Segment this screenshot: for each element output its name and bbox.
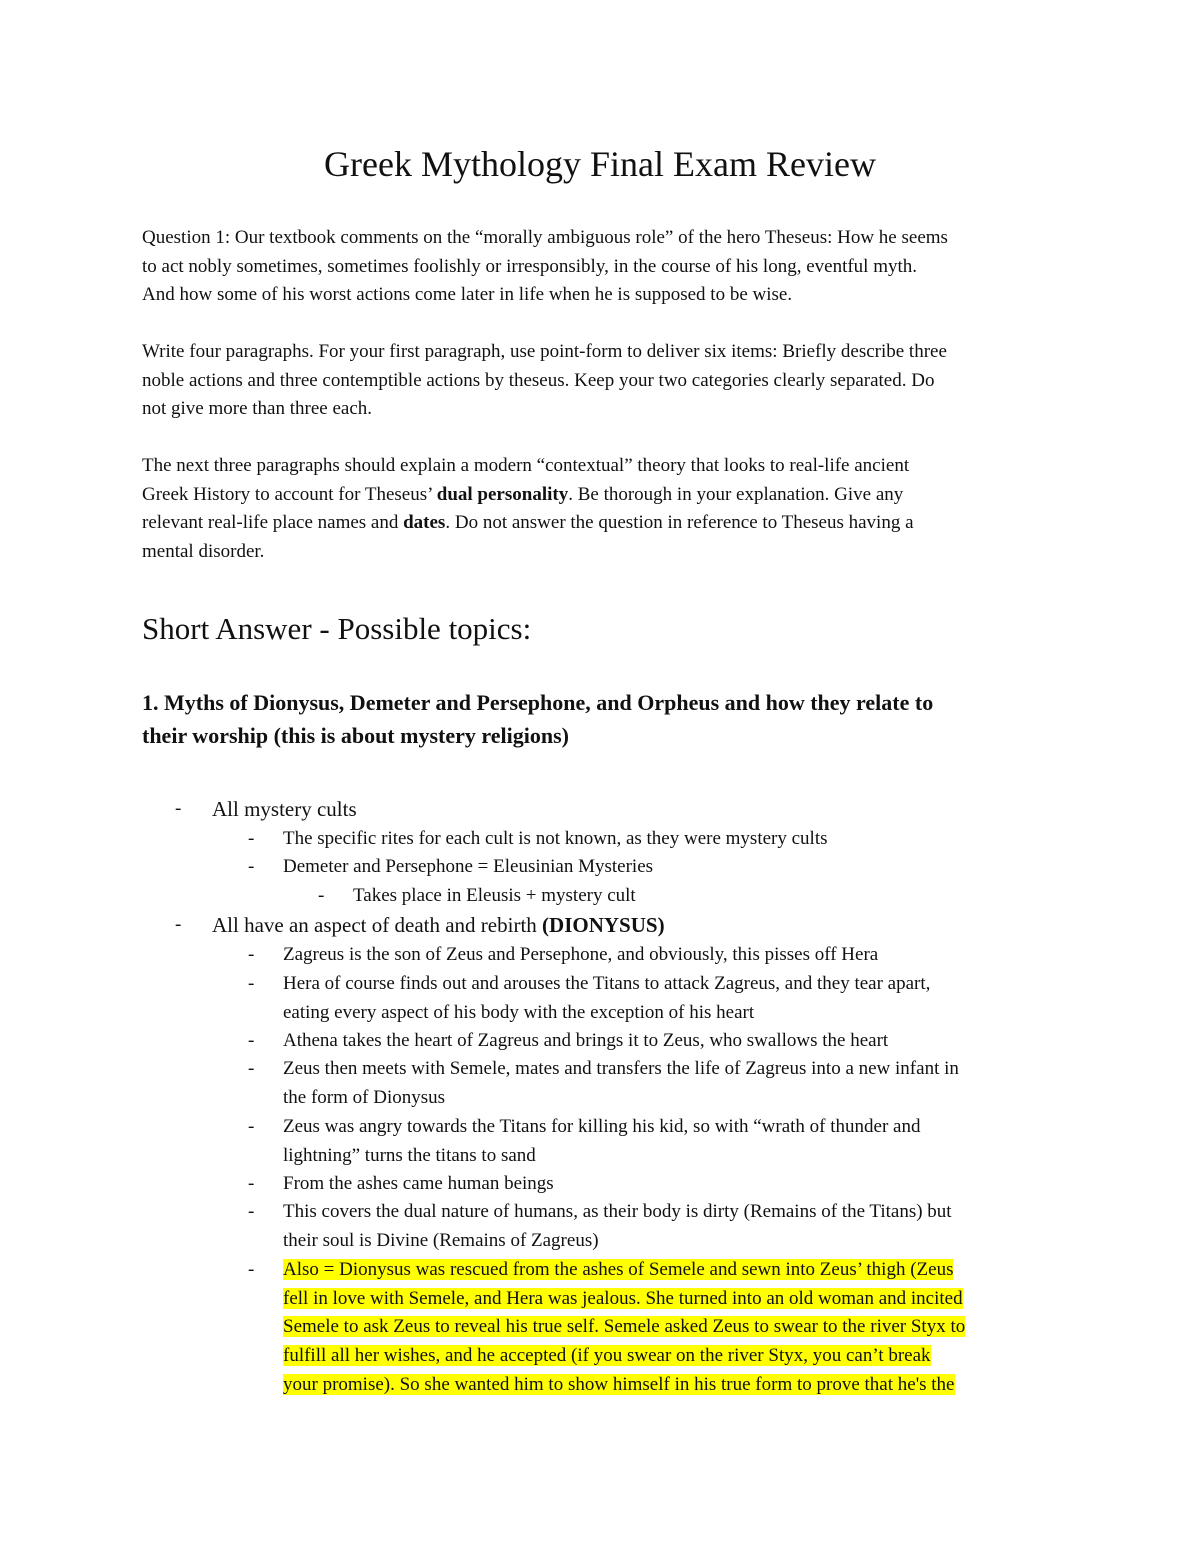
list-item-text <box>283 1198 1073 1255</box>
topic-1-line: their worship (this is about mystery religions) <box>142 723 569 748</box>
bullet-dash: - <box>248 973 255 994</box>
context-line: The next three paragraphs should explain a modern “contextual” theory that looks to real-life ancient <box>142 455 910 476</box>
context-text: Greek History to account for Theseus’ <box>142 483 437 505</box>
highlighted-text <box>283 1256 1073 1400</box>
dual-personality-bold: dual personality <box>436 483 569 505</box>
bullet-dash: - <box>248 1259 255 1280</box>
list-item-line: Hera of course finds out and arouses the Titans to attack Zagreus, and they tear apart, <box>283 973 931 994</box>
list-item-line: eating every aspect of his body with the exception of his heart <box>283 1001 755 1023</box>
highlighted-line: Also = Dionysus was rescued from the ashes of Semele and sewn into Zeus’ thigh (Zeus <box>283 1259 954 1280</box>
topic-1-heading <box>142 686 1082 752</box>
instructions-paragraph <box>142 338 1062 424</box>
highlighted-line: Semele to ask Zeus to reveal his true self. Semele asked Zeus to swear to the river Styx to <box>283 1316 966 1338</box>
page-title: Greek Mythology Final Exam Review <box>324 144 876 184</box>
bullet-dash: - <box>248 1116 255 1137</box>
list-item-text <box>283 970 1073 1027</box>
bullet-dash: - <box>248 1058 255 1079</box>
dionysus-bold: (DIONYSUS) <box>542 913 665 937</box>
list-item-line: lightning” turns the titans to sand <box>283 1144 536 1166</box>
topic-1-line: 1. Myths of Dionysus, Demeter and Persephone, and Orpheus and how they relate to <box>142 690 934 715</box>
short-answer-heading: Short Answer - Possible topics: <box>142 611 532 646</box>
bullet-dash: - <box>248 856 255 877</box>
list-item-line: This covers the dual nature of humans, as their body is dirty (Remains of the Titans) but <box>283 1201 952 1222</box>
list-item-text: All mystery cults <box>212 797 357 821</box>
context-text: . Be thorough in your explanation. Give any <box>568 483 904 505</box>
bullet-dash: - <box>318 885 325 906</box>
instructions-line: noble actions and three contemptible actions by theseus. Keep your two categories clearly separated. Do <box>142 369 935 391</box>
list-item-line: the form of Dionysus <box>283 1086 446 1108</box>
highlighted-line: fulfill all her wishes, and he accepted (if you swear on the river Styx, you can’t break <box>283 1345 931 1367</box>
list-item-text: Athena takes the heart of Zagreus and brings it to Zeus, who swallows the heart <box>283 1030 889 1051</box>
list-item-text <box>283 1113 1073 1170</box>
dates-bold: dates <box>403 512 446 534</box>
context-line <box>142 481 1062 510</box>
highlighted-line: fell in love with Semele, and Hera was jealous. She turned into an old woman and incited <box>283 1287 963 1309</box>
bullet-dash: - <box>175 914 182 935</box>
question-1-line: to act nobly sometimes, sometimes foolishly or irresponsibly, in the course of his long, eventful myth. <box>142 255 918 277</box>
instructions-line: Write four paragraphs. For your first paragraph, use point-form to deliver six items: Briefly describe three <box>142 341 947 362</box>
context-line: mental disorder. <box>142 541 265 563</box>
highlighted-line: your promise). So she wanted him to show himself in his true form to prove that he's the <box>283 1373 955 1395</box>
question-1-line: And how some of his worst actions come later in life when he is supposed to be wise. <box>142 284 793 306</box>
bullet-dash: - <box>248 828 255 849</box>
list-item-text-part: All have an aspect of death and rebirth <box>212 913 543 937</box>
bullet-dash: - <box>248 944 255 965</box>
list-item-line: their soul is Divine (Remains of Zagreus) <box>283 1229 599 1251</box>
list-item-text: Takes place in Eleusis + mystery cult <box>353 885 636 906</box>
list-item-text <box>283 1055 1073 1112</box>
question-1-paragraph <box>142 224 1062 310</box>
list-item-line: Zeus then meets with Semele, mates and transfers the life of Zagreus into a new infant in <box>283 1058 959 1079</box>
list-item-text: The specific rites for each cult is not known, as they were mystery cults <box>283 828 828 849</box>
bullet-dash: - <box>248 1173 255 1194</box>
list-item-text: Demeter and Persephone = Eleusinian Mysteries <box>283 856 654 877</box>
instructions-line: not give more than three each. <box>142 398 373 420</box>
context-line <box>142 509 1062 538</box>
list-item-text: Zagreus is the son of Zeus and Persephone, and obviously, this pisses off Hera <box>283 944 879 965</box>
context-paragraph <box>142 452 1062 567</box>
context-text: relevant real-life place names and <box>142 512 404 534</box>
list-item-text <box>212 911 1072 940</box>
bullet-dash: - <box>175 798 182 819</box>
question-1-line: Question 1: Our textbook comments on the “morally ambiguous role” of the hero Theseus: How he seems <box>142 227 948 248</box>
bullet-dash: - <box>248 1030 255 1051</box>
list-item-line: Zeus was angry towards the Titans for killing his kid, so with “wrath of thunder and <box>283 1116 921 1137</box>
list-item-text: From the ashes came human beings <box>283 1173 554 1194</box>
bullet-dash: - <box>248 1201 255 1222</box>
context-text: . Do not answer the question in reference to Theseus having a <box>445 512 914 534</box>
